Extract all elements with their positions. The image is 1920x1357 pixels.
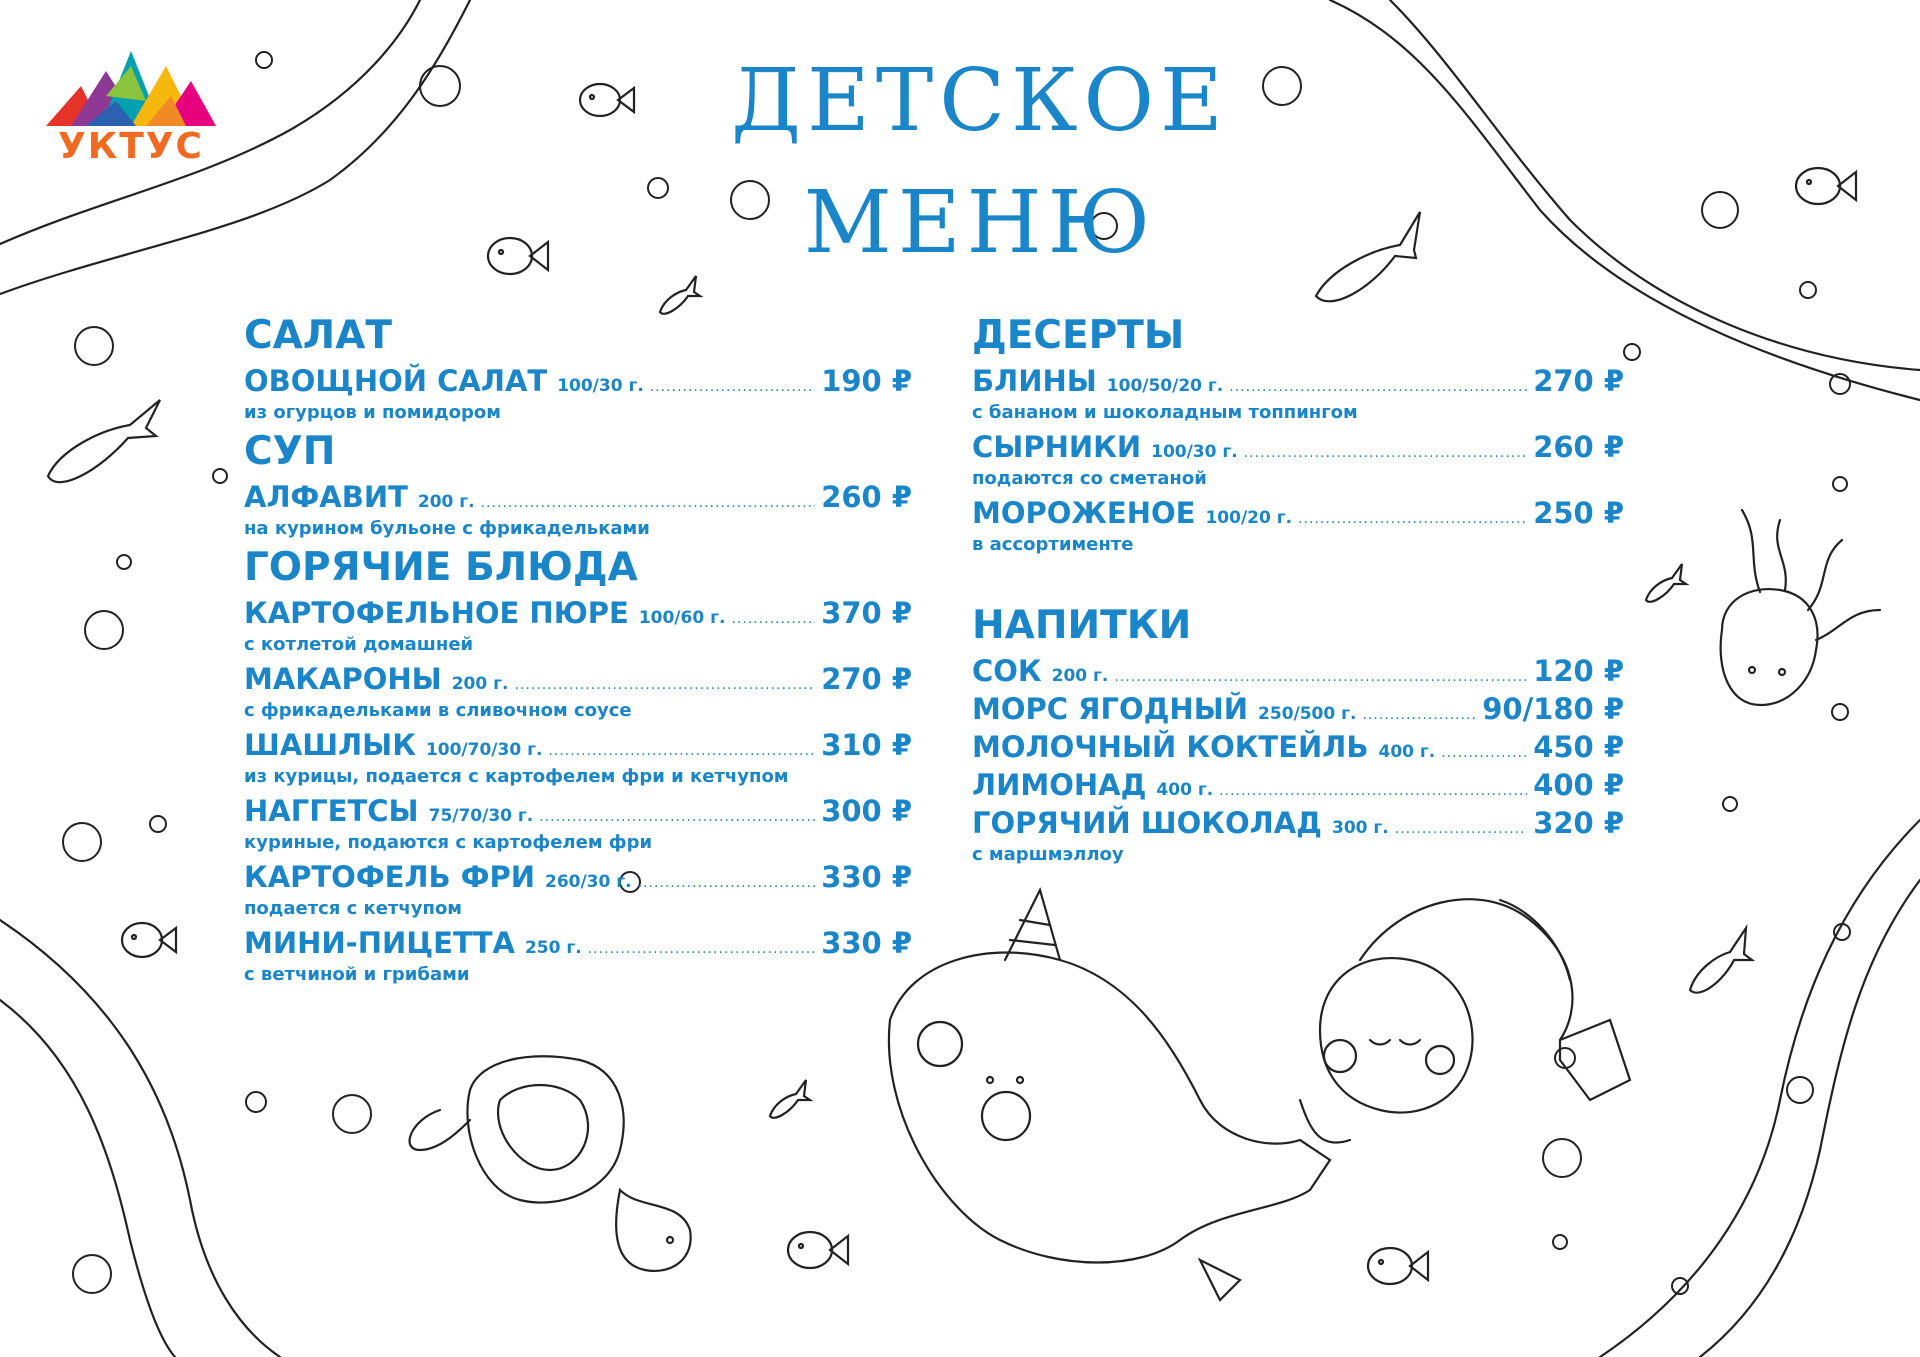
item-name: МОЛОЧНЫЙ КОКТЕЙЛЬ bbox=[972, 730, 1369, 764]
bubble-icon bbox=[1833, 477, 1847, 491]
bubble-icon bbox=[333, 1095, 371, 1133]
bubble-icon bbox=[246, 1092, 266, 1112]
item-price: 190 ₽ bbox=[821, 364, 912, 398]
item-description: с ветчиной и грибами bbox=[244, 964, 470, 985]
mountain-logo-icon bbox=[46, 46, 216, 136]
menu-item bbox=[244, 660, 912, 698]
menu-item bbox=[244, 594, 912, 632]
bubble-icon bbox=[1787, 1077, 1813, 1103]
menu-left-column bbox=[244, 312, 912, 990]
menu-item bbox=[244, 478, 912, 516]
bubble-icon bbox=[648, 178, 668, 198]
fish-icon bbox=[1316, 212, 1420, 301]
section-spacer bbox=[972, 560, 1624, 602]
leader-dots bbox=[650, 368, 815, 406]
bubble-icon bbox=[1702, 192, 1738, 228]
item-description: из курицы, подается с картофелем фри и кетчупом bbox=[244, 766, 789, 787]
item-weight: 250 г. bbox=[524, 938, 582, 958]
item-name: ОВОЩНОЙ САЛАТ bbox=[244, 364, 548, 398]
menu-item bbox=[244, 362, 912, 400]
item-weight: 200 г. bbox=[1051, 666, 1109, 686]
fish-icon bbox=[48, 400, 160, 482]
bubble-icon bbox=[1832, 704, 1848, 720]
fish-icon bbox=[1368, 1248, 1428, 1284]
item-weight: 100/30 г. bbox=[557, 376, 644, 396]
menu-item bbox=[972, 728, 1624, 766]
fish-icon bbox=[122, 923, 176, 957]
menu-item bbox=[244, 924, 912, 962]
bubble-icon bbox=[85, 611, 123, 649]
item-price: 310 ₽ bbox=[821, 728, 912, 762]
item-weight: 400 г. bbox=[1156, 780, 1214, 800]
item-description: с бананом и шоколадным топпингом bbox=[972, 402, 1358, 423]
bubble-icon bbox=[1543, 1139, 1581, 1177]
bubble-icon bbox=[1800, 282, 1816, 298]
item-price: 260 ₽ bbox=[821, 480, 912, 514]
fish-icon bbox=[488, 238, 548, 274]
fish-icon bbox=[1646, 564, 1686, 602]
item-description: с котлетой домашней bbox=[244, 634, 474, 655]
item-name: МИНИ-ПИЦЕТТА bbox=[244, 926, 515, 960]
bubble-icon bbox=[117, 555, 131, 569]
item-weight: 200 г. bbox=[451, 674, 509, 694]
item-weight: 100/70/30 г. bbox=[425, 740, 543, 760]
item-name: ГОРЯЧИЙ ШОКОЛАД bbox=[972, 806, 1322, 840]
item-price: 250 ₽ bbox=[1533, 496, 1624, 530]
item-weight: 100/50/20 г. bbox=[1106, 376, 1224, 396]
brand-name: УКТУС bbox=[58, 126, 204, 167]
mermaid-icon bbox=[1300, 899, 1630, 1142]
jellyfish-icon bbox=[1721, 510, 1880, 705]
item-weight: 100/30 г. bbox=[1151, 442, 1238, 462]
item-weight: 75/70/30 г. bbox=[428, 806, 534, 826]
item-description: в ассортименте bbox=[972, 534, 1134, 555]
item-price: 320 ₽ bbox=[1533, 806, 1624, 840]
item-name: СЫРНИКИ bbox=[972, 430, 1142, 464]
item-price: 270 ₽ bbox=[1533, 364, 1624, 398]
item-name: ЛИМОНАД bbox=[972, 768, 1147, 802]
item-name: БЛИНЫ bbox=[972, 364, 1097, 398]
item-price: 330 ₽ bbox=[821, 926, 912, 960]
fish-icon bbox=[660, 276, 700, 314]
menu-item bbox=[972, 652, 1624, 690]
section-title: ГОРЯЧИЕ БЛЮДА bbox=[244, 545, 638, 590]
bubble-icon bbox=[213, 469, 227, 483]
item-price: 330 ₽ bbox=[821, 860, 912, 894]
fish-icon bbox=[1690, 928, 1752, 993]
bubble-icon bbox=[63, 823, 101, 861]
menu-item bbox=[972, 804, 1624, 842]
brand-logo bbox=[46, 46, 216, 166]
fish-icon bbox=[770, 1080, 810, 1118]
item-weight: 100/60 г. bbox=[638, 608, 726, 628]
fish-icon bbox=[788, 1232, 848, 1268]
item-name: МОРОЖЕНОЕ bbox=[972, 496, 1196, 530]
item-price: 270 ₽ bbox=[821, 662, 912, 696]
item-description: подаются со сметаной bbox=[972, 468, 1207, 489]
leader-dots bbox=[1244, 434, 1527, 472]
leader-dots bbox=[1362, 696, 1476, 734]
section-salad bbox=[244, 313, 912, 428]
bubble-icon bbox=[1723, 797, 1737, 811]
bubble-icon bbox=[75, 327, 113, 365]
item-description: на курином бульоне с фрикадельками bbox=[244, 518, 650, 539]
item-price: 260 ₽ bbox=[1533, 430, 1624, 464]
leader-dots bbox=[1298, 500, 1527, 538]
wave-line bbox=[0, 1000, 175, 1357]
item-price: 450 ₽ bbox=[1533, 730, 1624, 764]
bubble-icon bbox=[256, 52, 272, 68]
menu-item bbox=[972, 690, 1624, 728]
bubble-icon bbox=[73, 1255, 111, 1293]
item-weight: 300 г. bbox=[1331, 818, 1389, 838]
menu-item bbox=[972, 428, 1624, 466]
section-title: САЛАТ bbox=[244, 313, 392, 358]
menu-title-line1: ДЕТСКОЕ bbox=[731, 51, 1229, 151]
menu-item bbox=[972, 766, 1624, 804]
section-title: НАПИТКИ bbox=[972, 603, 1192, 648]
item-name: ШАШЛЫК bbox=[244, 728, 416, 762]
item-name: НАГГЕТСЫ bbox=[244, 794, 419, 828]
item-price: 90/180 ₽ bbox=[1482, 692, 1624, 726]
menu-title-line2: МЕНЮ bbox=[803, 173, 1157, 273]
narwhal-icon bbox=[889, 890, 1330, 1300]
leader-dots bbox=[638, 864, 816, 902]
item-price: 300 ₽ bbox=[821, 794, 912, 828]
menu-item bbox=[244, 792, 912, 830]
item-name: КАРТОФЕЛЬНОЕ ПЮРЕ bbox=[244, 596, 629, 630]
wave-line bbox=[0, 920, 280, 1357]
item-weight: 400 г. bbox=[1378, 742, 1436, 762]
wave-line bbox=[1600, 820, 1920, 1357]
item-price: 400 ₽ bbox=[1533, 768, 1624, 802]
item-weight: 250/500 г. bbox=[1258, 704, 1357, 724]
bubble-icon bbox=[420, 66, 460, 106]
fish-icon bbox=[1796, 168, 1856, 204]
item-description: подается с кетчупом bbox=[244, 898, 463, 919]
item-description: куриные, подаются с картофелем фри bbox=[244, 832, 653, 853]
item-name: КАРТОФЕЛЬ ФРИ bbox=[244, 860, 535, 894]
bubble-icon bbox=[1263, 67, 1301, 105]
item-name: МАКАРОНЫ bbox=[244, 662, 442, 696]
item-description: из огурцов и помидором bbox=[244, 402, 501, 423]
item-name: СОК bbox=[972, 654, 1042, 688]
menu-right-column bbox=[972, 312, 1624, 870]
item-price: 120 ₽ bbox=[1533, 654, 1624, 688]
section-hot-dishes bbox=[244, 545, 912, 990]
item-description: с фрикадельками в сливочном соусе bbox=[244, 700, 632, 721]
menu-item bbox=[244, 858, 912, 896]
wave-line bbox=[1700, 880, 1920, 1357]
item-description: с маршмэллоу bbox=[972, 844, 1124, 865]
turtle-icon bbox=[410, 1056, 691, 1271]
leader-dots bbox=[588, 930, 815, 968]
bubble-icon bbox=[1624, 344, 1640, 360]
menu-item bbox=[244, 726, 912, 764]
item-name: АЛФАВИТ bbox=[244, 480, 408, 514]
bubble-icon bbox=[1553, 1235, 1567, 1249]
leader-dots bbox=[1441, 734, 1527, 772]
item-name: МОРС ЯГОДНЫЙ bbox=[972, 692, 1249, 726]
item-weight: 200 г. bbox=[417, 492, 475, 512]
bubble-icon bbox=[150, 816, 166, 832]
fish-icon bbox=[580, 84, 634, 116]
item-price: 370 ₽ bbox=[821, 596, 912, 630]
item-weight: 260/30 г. bbox=[544, 872, 632, 892]
section-title: ДЕСЕРТЫ bbox=[972, 313, 1185, 358]
section-drinks bbox=[972, 603, 1624, 870]
leader-dots bbox=[1395, 810, 1527, 848]
menu-item bbox=[972, 494, 1624, 532]
section-title: СУП bbox=[244, 429, 336, 474]
section-soup bbox=[244, 429, 912, 544]
item-weight: 100/20 г. bbox=[1205, 508, 1293, 528]
menu-item bbox=[972, 362, 1624, 400]
leader-dots bbox=[731, 600, 815, 638]
section-desserts bbox=[972, 313, 1624, 560]
